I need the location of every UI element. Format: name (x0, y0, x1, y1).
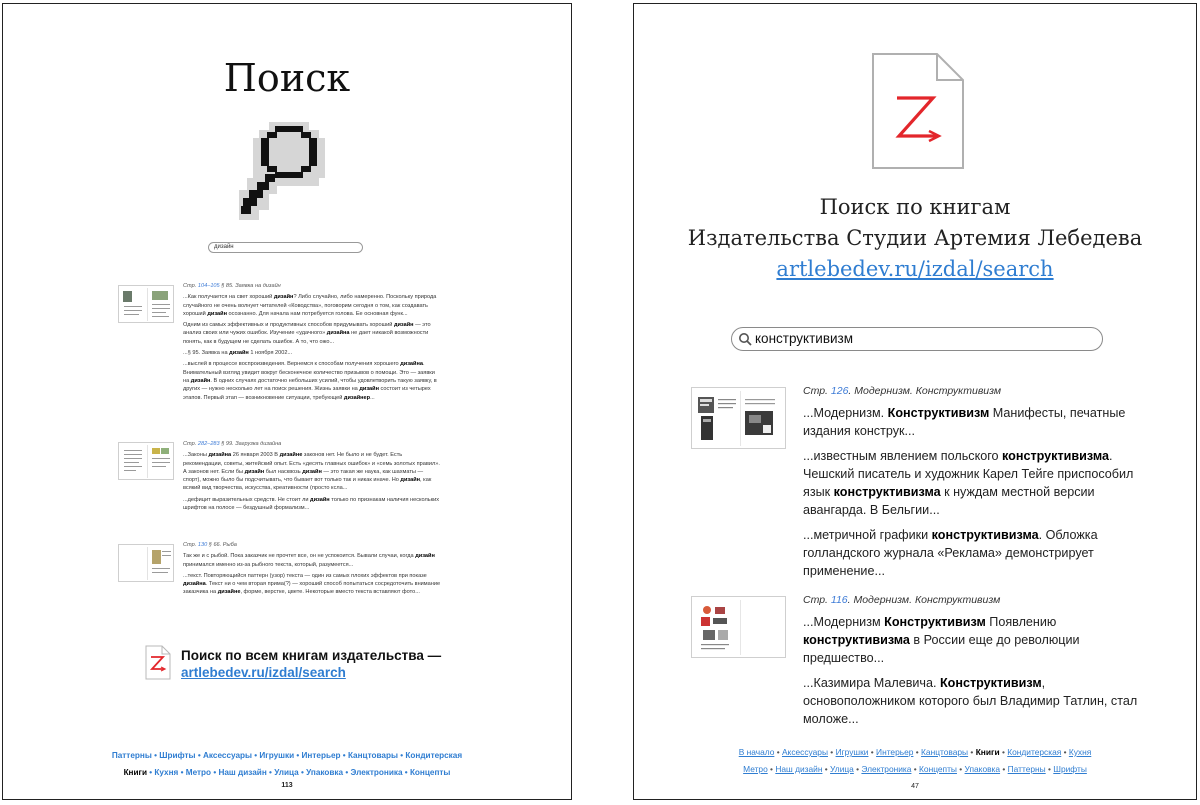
footer-row (3, 747, 571, 764)
footer-separator: • (767, 764, 776, 774)
result-snippet: ...Модернизм. Конструктивизм Манифесты, печатные издания конструк... (803, 406, 1126, 438)
page-title: Поиск (223, 56, 351, 100)
page-link[interactable]: 130 (197, 542, 208, 548)
footer-link-6[interactable]: Упаковка (306, 768, 344, 777)
book-spread-thumbnail[interactable] (118, 285, 174, 323)
footer-link-5[interactable]: Концепты (919, 764, 957, 774)
footer-link-3[interactable]: Аксессуары (202, 751, 252, 760)
meta-prefix: Стр. (803, 594, 828, 606)
result-snippet: ...Модернизм Конструктивизм Появлению конструктивизма в России еще до революции предшество... (803, 615, 1080, 665)
footer-separator: • (1045, 764, 1054, 774)
footer-separator: • (397, 751, 406, 760)
meta-section: § 99. Загрузка дизайна (221, 441, 282, 447)
footer-link-2[interactable]: Кухня (154, 768, 179, 777)
footer-separator: • (853, 764, 862, 774)
footer-separator: • (911, 764, 920, 774)
search-input[interactable]: конструктивизм (755, 331, 854, 346)
page-number: 47 (911, 783, 919, 790)
footer-separator: • (956, 764, 965, 774)
meta-prefix: Стр. (183, 283, 197, 289)
promo-line: Поиск по всем книгам издательства — (181, 648, 442, 663)
footer-link-2[interactable]: Наш дизайн (775, 764, 823, 774)
meta-prefix: Стр. (803, 385, 828, 397)
izdal-z-logo-icon[interactable] (145, 645, 171, 685)
footer-link-2[interactable]: Шрифты (159, 751, 196, 760)
footer-separator: • (402, 768, 410, 777)
footer-link-1[interactable]: Метро (743, 764, 768, 774)
footer-row (634, 761, 1196, 778)
izdal-z-file-icon (871, 52, 965, 175)
meta-section: § 85. Заявка на дизайн (221, 283, 281, 289)
meta-section: . Модернизм. Конструктивизм (848, 385, 1002, 397)
footer-separator: • (822, 764, 831, 774)
page-link[interactable]: 104–105 (197, 283, 220, 289)
result-text (803, 591, 1143, 735)
footer-separator: • (211, 768, 219, 777)
footer-separator: • (343, 768, 351, 777)
page-link[interactable]: 282–283 (197, 441, 220, 447)
category-footer-nav (634, 744, 1196, 778)
footer-separator: • (1000, 764, 1008, 774)
footer-link-8[interactable]: Шрифты (1053, 764, 1087, 774)
footer-link-2[interactable]: Аксессуары (781, 747, 828, 757)
result-text (803, 382, 1143, 587)
footer-link-3[interactable]: Улица (830, 764, 854, 774)
footer-separator: • (252, 751, 260, 760)
footer-separator: • (999, 747, 1008, 757)
page-link[interactable]: 126 (830, 385, 849, 397)
izdal-search-link[interactable]: artlebedev.ru/izdal/search (181, 665, 346, 680)
footer-link-4[interactable]: Интерьер (876, 747, 914, 757)
result-text (183, 440, 441, 515)
footer-link-3[interactable]: Игрушки (835, 747, 869, 757)
result-snippet: ...метричной графики конструктивизма. Обложка голландского журнала «Реклама» демонстрирует применение... (803, 528, 1098, 578)
footer-separator: • (195, 751, 203, 760)
footer-separator: • (913, 747, 922, 757)
result-snippet: ...известным явлением польского конструктивизма. Чешский писатель и художник Карел Тейге приспособил язык конструктивизма к нуждам местной версии авангарда. В Бельгии... (803, 449, 1134, 517)
book-spread-thumbnail[interactable] (118, 442, 174, 480)
page-number: 113 (281, 782, 293, 789)
result-snippet: ...Как получается на свет хороший дизайн? Либо случайно, либо намеренно. Поскольку природа случайного не очень волнует читателей «Ководства», поговорим сегодня о том, как создавать хороший дизайн осознанно. Для начала нам потребуется голова. Ее основная функ... (183, 294, 437, 317)
footer-separator: • (1061, 747, 1069, 757)
book-spread-thumbnail[interactable] (691, 387, 786, 449)
result-snippet: Так же и с рыбой. Пока заказчик не прочтет все, он не успокоится. Бывали случаи, когда дизайн принимался именно из-за рыбного текста, который, разумеется... (183, 553, 435, 568)
footer-link-6[interactable]: Упаковка (964, 764, 1001, 774)
footer-link-4[interactable]: Игрушки (259, 751, 295, 760)
footer-separator: • (151, 751, 160, 760)
footer-link-7[interactable]: Паттерны (1007, 764, 1046, 774)
pixel-magnifier-icon (239, 122, 329, 227)
footer-link-8[interactable]: Концепты (409, 768, 451, 777)
result-snippet: ...текст. Повторяющийся паттерн (узор) текста — один из самых плохих эффектов при показе дизайна. Текст ни о чем вторая прима(?) — хороший способ попытаться сосредоточить внимание заказчика на дизайне, форме, верстке, цвете. Некоторые вместо текста вставляют фото... (183, 572, 441, 596)
footer-link-6: Книги (975, 747, 1000, 757)
footer-link-5[interactable]: Интерьер (301, 751, 341, 760)
footer-row (3, 764, 571, 781)
result-snippet: ...дефицит выразительных средств. Не стоит ли дизайн только по признакам наличия нескольких шрифтов на полосе — бездушный формализм... (183, 496, 440, 512)
result-text (183, 541, 441, 600)
footer-separator: • (340, 751, 348, 760)
footer-link-3[interactable]: Метро (185, 768, 212, 777)
footer-link-6[interactable]: Канцтовары (347, 751, 398, 760)
promo-text (181, 647, 441, 681)
search-input[interactable]: дизайн (208, 242, 363, 253)
result-snippet: ...выслей в процессе воспроизведения. Вернемся к способам получения хорошего дизайна. Внимательный взгляд увидит вокруг бесконечное количество призывов о помощи. Это — заявки на дизайн. В одних случаях достаточно небольших усилий, чтобы удовлетворить такую заявку, в других — нужно несколько лет на поиск решения. Жизнь заявки на дизайн состоит из четырех этапов. Первый этап — возникновение ситуации, требующей дизайнер... (183, 361, 437, 401)
right-book-page (633, 3, 1197, 800)
footer-separator: • (868, 747, 877, 757)
footer-separator: • (146, 768, 155, 777)
footer-link-5[interactable]: Канцтовары (921, 747, 969, 757)
search-field[interactable] (731, 327, 1103, 351)
book-spread-thumbnail[interactable] (691, 596, 786, 658)
footer-separator: • (968, 747, 976, 757)
footer-link-4[interactable]: Электроника (861, 764, 912, 774)
result-snippet: Одним из самых эффективных и продуктивных способов придумывать хороший дизайн — это анализ своих или чужих ошибок. Изучение «удачного» дизайна не дает никакой возможности понять, как в будущем не сделать ошибок. А то, что ожо... (183, 322, 431, 345)
footer-link-1[interactable]: Паттерны (111, 751, 152, 760)
footer-row (634, 744, 1196, 761)
result-text (183, 282, 441, 405)
footer-separator: • (266, 768, 275, 777)
page-heading (634, 192, 1196, 285)
footer-link-4[interactable]: Наш дизайн (218, 768, 267, 777)
footer-link-1: Книги (123, 768, 147, 777)
heading-line: Поиск по книгам (819, 195, 1011, 219)
result-snippet: ...Казимира Малевича. Конструктивизм, основоположником которого был Владимир Татлин, стал моложе... (803, 676, 1138, 726)
footer-link-7[interactable]: Кондитерская (1007, 747, 1062, 757)
left-book-page (2, 3, 572, 800)
category-footer-nav (3, 747, 571, 781)
meta-section: § 66. Рыба (208, 542, 237, 548)
page-link[interactable]: 116 (830, 594, 848, 606)
footer-separator: • (827, 747, 836, 757)
footer-link-7[interactable]: Кондитерская (405, 751, 463, 760)
result-snippet: ...Законы дизайна 26 января 2003 В дизайне законов нет. Не было и не будет. Есть рекомендации, советы, житейский опыт. Есть «десять главных ошибок» и «семь золотых правил». А законов нет. Если бы дизайн был насквозь дизайн — это такая же наука, как шахматы — спорт), можно было бы подсчитывать, что бывает вот только так и никак иначе. Но дизайн, как всякий вид творчества, искусства, креативности (просто ксла... (183, 452, 440, 492)
footer-separator: • (298, 768, 307, 777)
footer-separator: • (294, 751, 302, 760)
search-icon (738, 332, 752, 351)
meta-section: . Модернизм. Конструктивизм (847, 594, 1001, 606)
book-spread-thumbnail[interactable] (118, 544, 174, 582)
footer-separator: • (774, 747, 782, 757)
heading-line: Издательства Студии Артемия Лебедева (687, 226, 1143, 250)
footer-link-8[interactable]: Кухня (1068, 747, 1092, 757)
result-snippet: ...§ 95. Заявка на дизайн 1 ноября 2002... (183, 350, 293, 357)
izdal-search-link[interactable]: artlebedev.ru/izdal/search (776, 257, 1054, 281)
footer-link-1[interactable]: В начало (738, 747, 775, 757)
footer-separator: • (178, 768, 186, 777)
footer-link-5[interactable]: Улица (274, 768, 299, 777)
footer-link-7[interactable]: Электроника (350, 768, 403, 777)
meta-prefix: Стр. (183, 441, 197, 447)
meta-prefix: Стр. (183, 542, 197, 548)
